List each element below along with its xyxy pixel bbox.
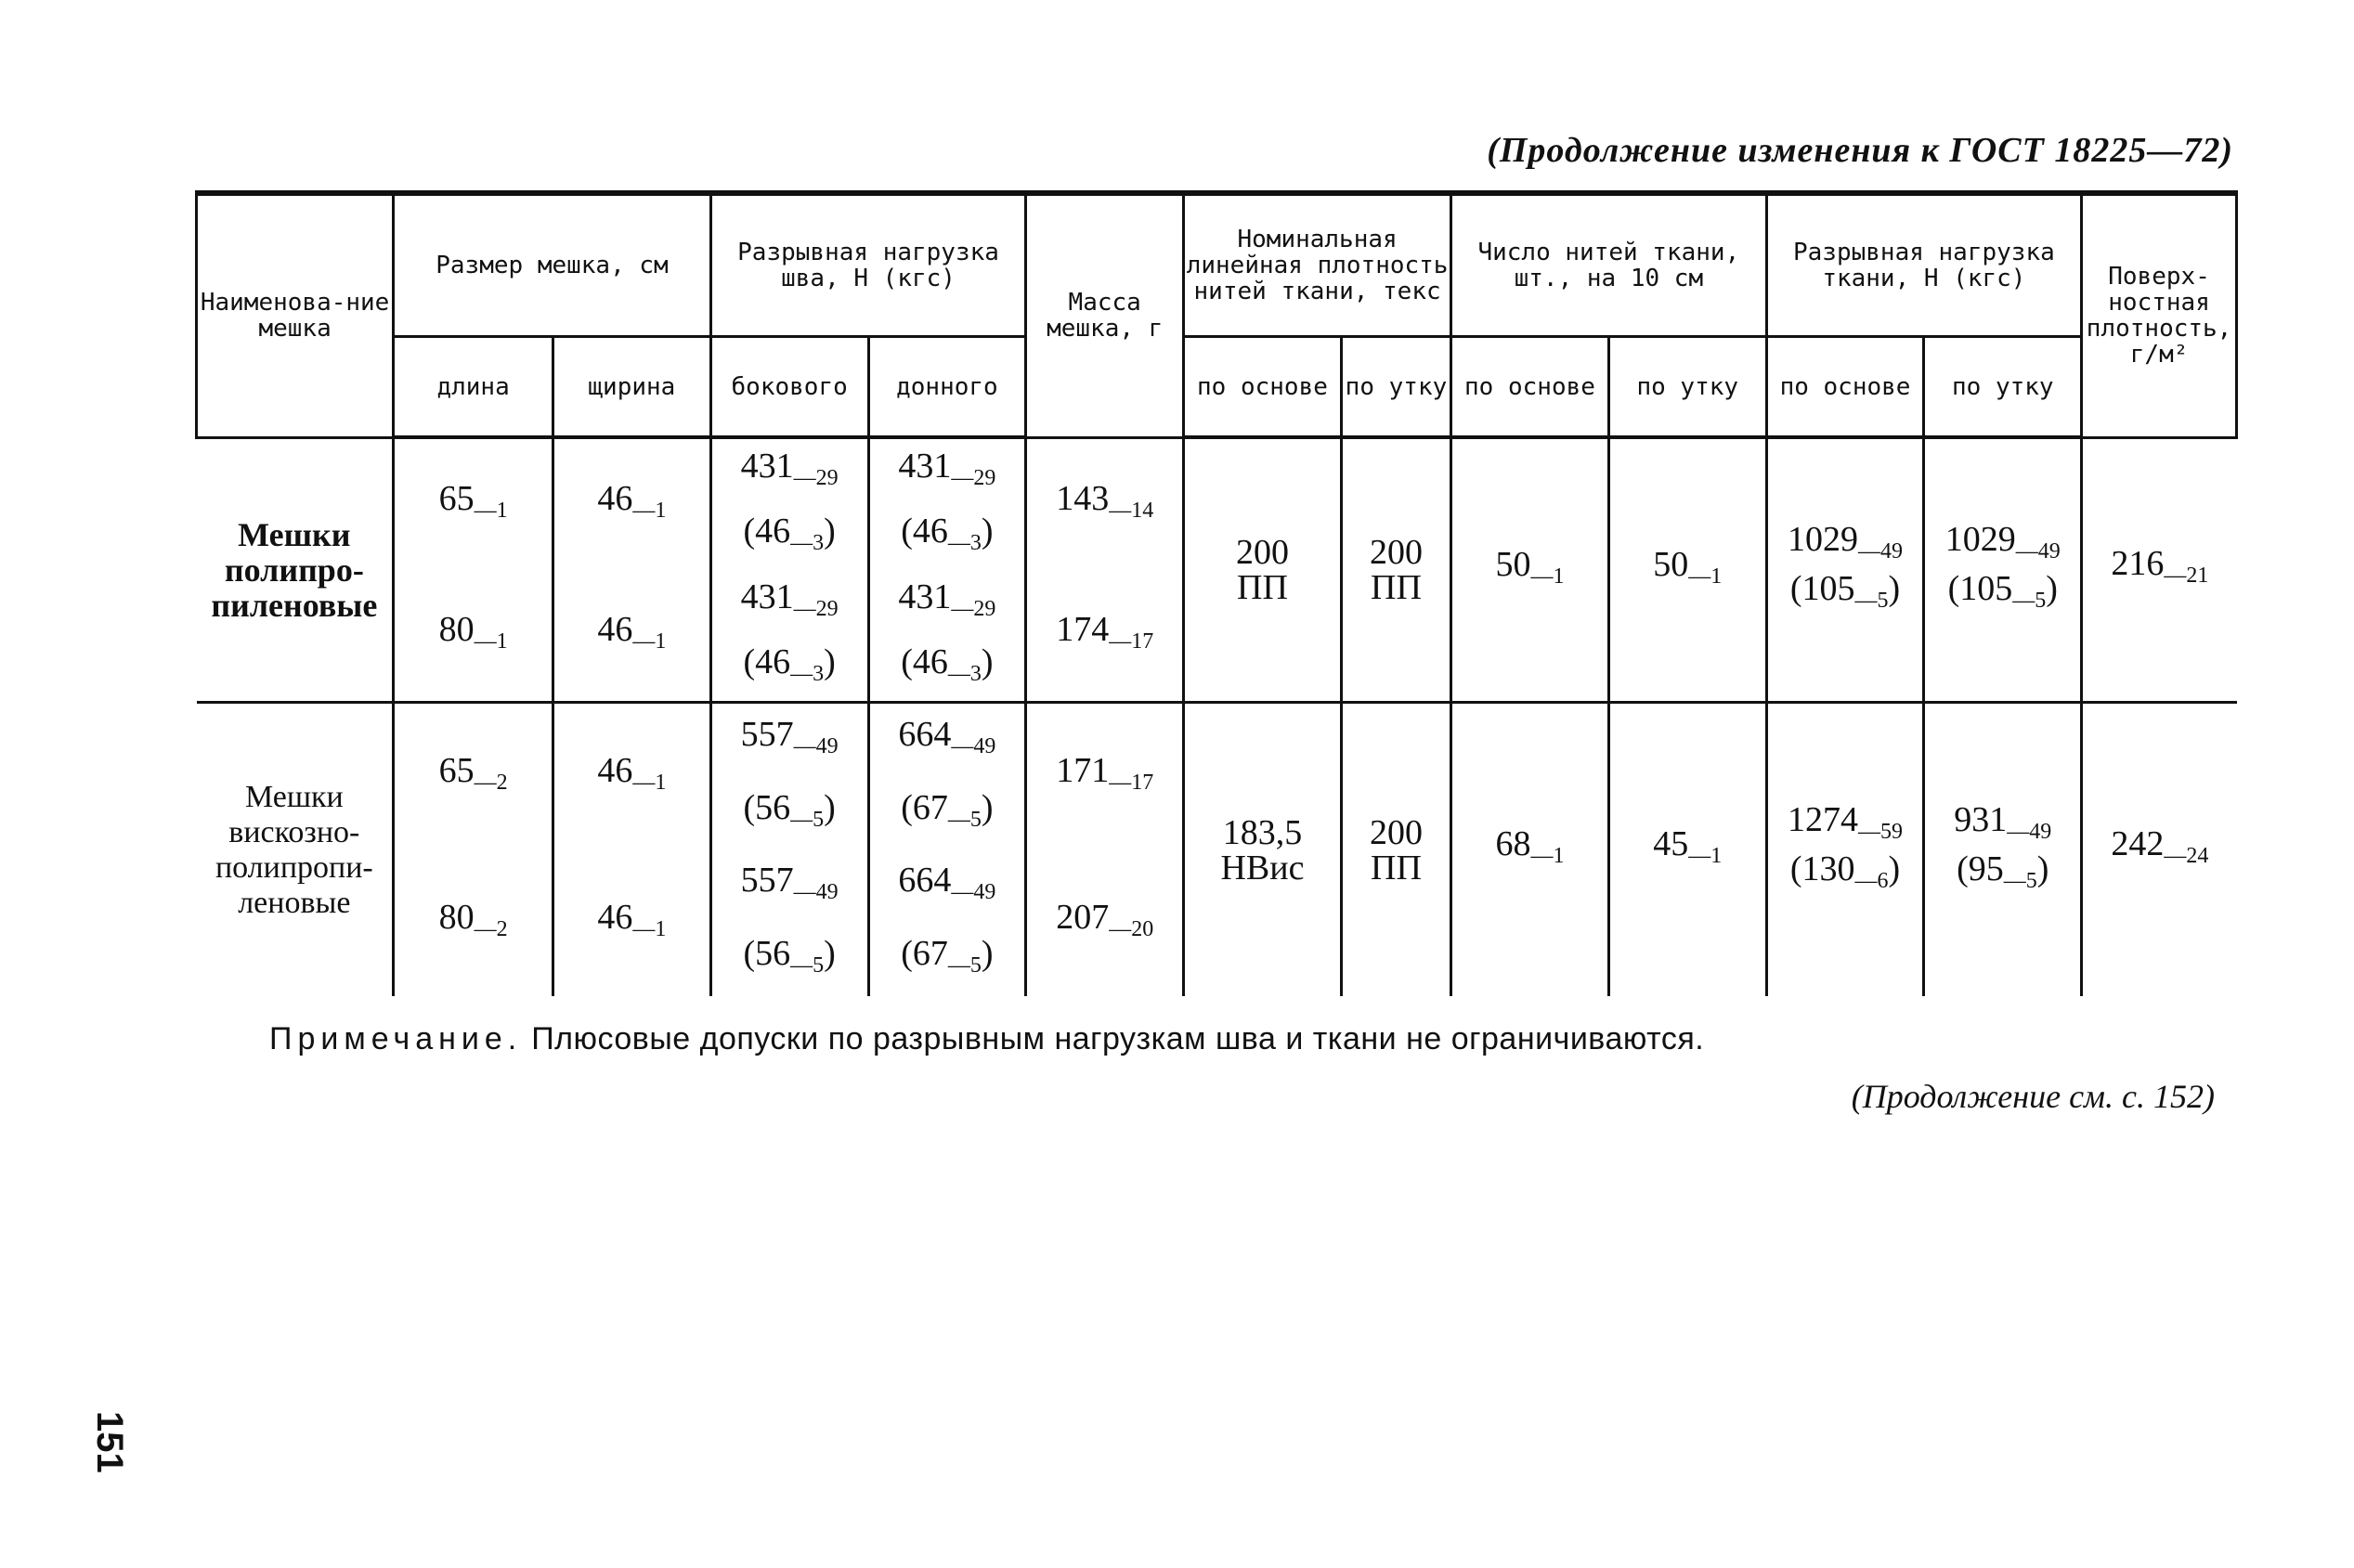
- cell-density-warp: [1184, 437, 1342, 703]
- cell-fabric-weft: [1924, 703, 2082, 997]
- value-with-tolerance: $431_{—29}$: [898, 446, 996, 490]
- col-header-surface: Поверх-ностная плотность, г/м²: [2082, 193, 2237, 437]
- col-header-fabric-warp: по основе: [1766, 337, 1924, 438]
- value-with-tolerance: $1029_{—49}$: [1944, 520, 2061, 564]
- col-header-fabric-weft: по утку: [1924, 337, 2082, 438]
- col-header-fabric-load: Разрывная нагрузка ткани, Н (кгс): [1766, 193, 2082, 337]
- value-with-tolerance: $(105_{—5})$: [1947, 569, 2058, 613]
- value-with-tolerance: $68_{—1}$: [1495, 824, 1565, 868]
- value-with-tolerance: $664_{—49}$: [898, 714, 996, 758]
- cell-length: [394, 437, 553, 703]
- col-header-mass: Масса мешка, г: [1026, 193, 1184, 437]
- value-with-tolerance: $(46_{—3})$: [743, 642, 836, 687]
- cell-fabric-warp: [1766, 437, 1924, 703]
- value-with-tolerance: $(95_{—5})$: [1957, 849, 2049, 893]
- cell-threads-weft: [1608, 703, 1766, 997]
- value-with-tolerance: $242_{—24}$: [2111, 824, 2209, 868]
- value-with-tolerance: $46_{—1}$: [597, 479, 667, 523]
- cell-fabric-weft: [1924, 437, 2082, 703]
- value-with-tolerance: $216_{—21}$: [2111, 544, 2209, 589]
- col-header-seam-load: Разрывная нагрузка шва, Н (кгс): [710, 193, 1026, 337]
- value-with-tolerance: $557_{—49}$: [740, 861, 839, 905]
- cell-bottom: [868, 703, 1026, 997]
- cell-line: ПП: [1371, 848, 1422, 888]
- cell-line: ПП: [1371, 568, 1422, 607]
- col-header-threads-warp: по основе: [1451, 337, 1609, 438]
- value-with-tolerance: $557_{—49}$: [740, 714, 839, 758]
- value-with-tolerance: $50_{—1}$: [1653, 544, 1723, 589]
- value-with-tolerance: $80_{—1}$: [438, 610, 508, 654]
- value-with-tolerance: $931_{—49}$: [1954, 799, 2052, 844]
- continuation-note: (Продолжение см. с. 152): [1851, 1078, 2215, 1115]
- value-with-tolerance: $1029_{—49}$: [1788, 520, 1903, 564]
- value-with-tolerance: $(56_{—5})$: [743, 787, 836, 832]
- value-with-tolerance: $45_{—1}$: [1653, 824, 1723, 868]
- cell-threads-warp: [1451, 437, 1609, 703]
- value-with-tolerance: $171_{—17}$: [1056, 751, 1154, 796]
- cell-width: [553, 437, 710, 703]
- value-with-tolerance: $46_{—1}$: [597, 897, 667, 941]
- col-header-size: Размер мешка, см: [394, 193, 711, 337]
- value-with-tolerance: $80_{—2}$: [438, 897, 508, 941]
- value-with-tolerance: $(46_{—3})$: [743, 512, 836, 556]
- note-label: Примечание.: [269, 1021, 523, 1056]
- col-header-threads: Число нитей ткани, шт., на 10 см: [1451, 193, 1767, 337]
- col-header-density-weft: по утку: [1341, 337, 1450, 438]
- table-row: [197, 437, 2237, 703]
- cell-surface: [2082, 437, 2237, 703]
- table-container: [195, 190, 2238, 996]
- col-header-density-warp: по основе: [1184, 337, 1342, 438]
- value-with-tolerance: $65_{—1}$: [438, 479, 508, 523]
- cell-density-weft: [1341, 703, 1450, 997]
- cell-fabric-warp: [1766, 703, 1924, 997]
- value-with-tolerance: $50_{—1}$: [1495, 544, 1565, 589]
- value-with-tolerance: $664_{—49}$: [898, 861, 996, 905]
- cell-threads-warp: [1451, 703, 1609, 997]
- header-reference: (Продолжение изменения к ГОСТ 18225—72): [1487, 131, 2233, 170]
- cell-line: НВис: [1220, 848, 1305, 888]
- cell-density-warp: [1184, 703, 1342, 997]
- value-with-tolerance: $(130_{—6})$: [1789, 849, 1901, 893]
- col-header-name: Наименова-ние мешка: [197, 193, 394, 437]
- value-with-tolerance: $(46_{—3})$: [901, 512, 994, 556]
- value-with-tolerance: $65_{—2}$: [438, 751, 508, 796]
- value-with-tolerance: $143_{—14}$: [1056, 478, 1154, 523]
- cell-surface: [2082, 703, 2237, 997]
- col-header-density: Номинальная линейная плотность нитей ткани, текс: [1184, 193, 1451, 337]
- cell-line: 200: [1369, 812, 1423, 852]
- row-name: Мешки полипро-пиленовые: [197, 437, 394, 703]
- col-header-side: бокового: [710, 337, 868, 438]
- value-with-tolerance: $46_{—1}$: [597, 751, 667, 796]
- cell-line: 183,5: [1222, 812, 1303, 852]
- col-header-threads-weft: по утку: [1608, 337, 1766, 438]
- cell-mass: [1026, 703, 1184, 997]
- value-with-tolerance: $(56_{—5})$: [743, 934, 836, 978]
- cell-side: [710, 437, 868, 703]
- value-with-tolerance: $1274_{—59}$: [1788, 799, 1903, 844]
- cell-threads-weft: [1608, 437, 1766, 703]
- cell-width: [553, 703, 710, 997]
- value-with-tolerance: $(105_{—5})$: [1789, 569, 1901, 613]
- cell-side: [710, 703, 868, 997]
- value-with-tolerance: $431_{—29}$: [740, 577, 839, 621]
- page-number: 151: [89, 1411, 130, 1473]
- value-with-tolerance: $431_{—29}$: [740, 446, 839, 490]
- cell-density-weft: [1341, 437, 1450, 703]
- cell-line: ПП: [1237, 568, 1288, 607]
- col-header-width: щирина: [553, 337, 710, 438]
- table-note: [269, 1021, 1704, 1057]
- value-with-tolerance: $46_{—1}$: [597, 610, 667, 654]
- table-row: [197, 703, 2237, 997]
- col-header-bottom: донного: [868, 337, 1026, 438]
- cell-mass: [1026, 437, 1184, 703]
- value-with-tolerance: $(67_{—5})$: [901, 934, 994, 978]
- value-with-tolerance: $174_{—17}$: [1056, 609, 1154, 654]
- value-with-tolerance: $(46_{—3})$: [901, 642, 994, 687]
- cell-line: 200: [1235, 533, 1289, 572]
- value-with-tolerance: $(67_{—5})$: [901, 787, 994, 832]
- cell-line: 200: [1369, 533, 1423, 572]
- specs-table: [195, 190, 2238, 996]
- cell-bottom: [868, 437, 1026, 703]
- row-name: Мешки вискозно-полипропи-леновые: [197, 703, 394, 997]
- value-with-tolerance: $431_{—29}$: [898, 577, 996, 621]
- value-with-tolerance: $207_{—20}$: [1056, 897, 1154, 941]
- note-text: Плюсовые допуски по разрывным нагрузкам шва и ткани не ограничиваются.: [522, 1021, 1705, 1056]
- cell-length: [394, 703, 553, 997]
- col-header-length: длина: [394, 337, 553, 438]
